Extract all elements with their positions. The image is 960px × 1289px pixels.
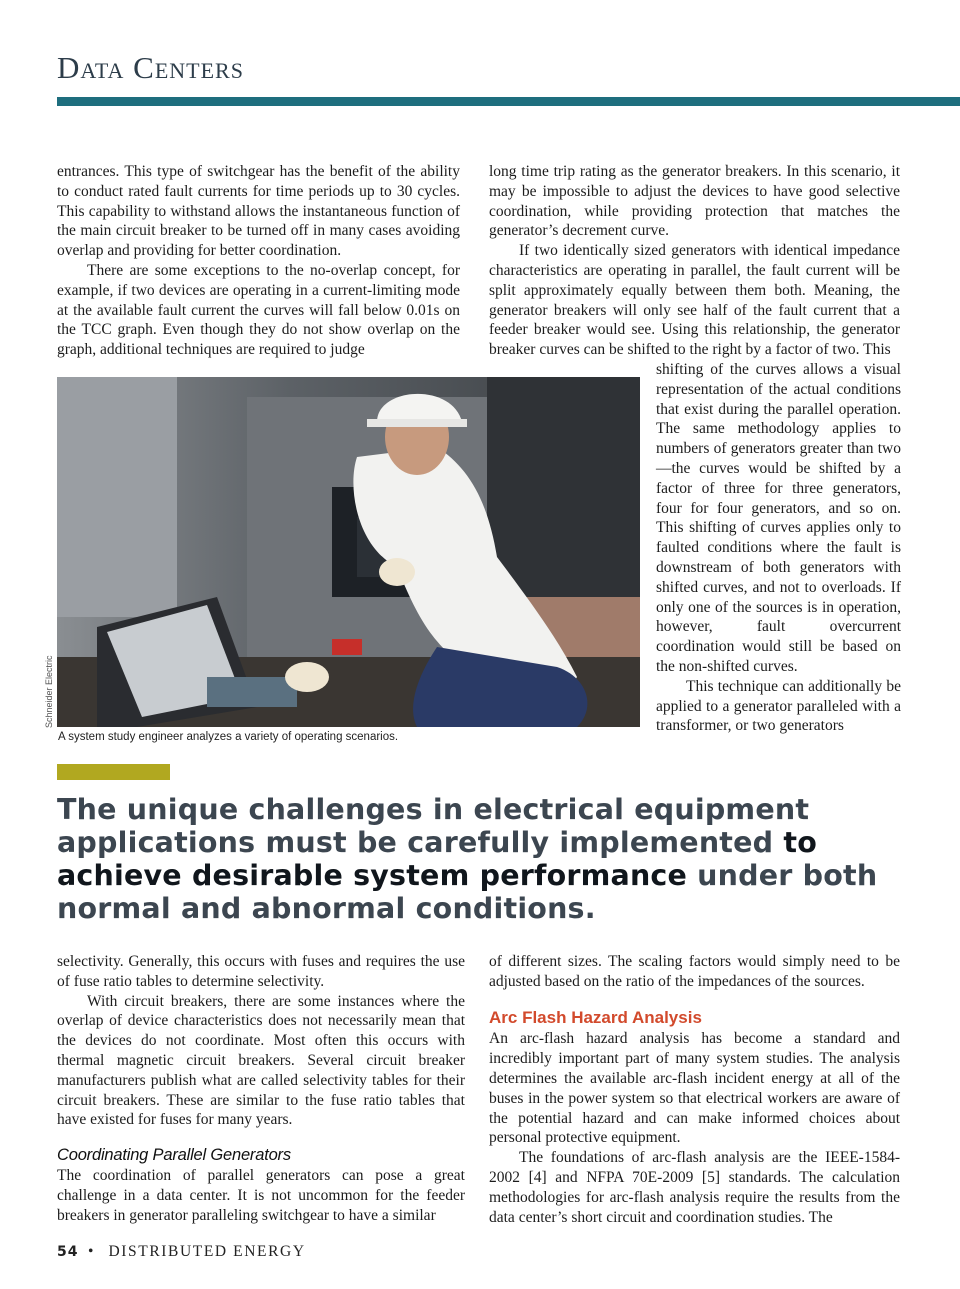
paragraph: of different sizes. The scaling factors would simply need to be adjusted based on the ratio of the impedances of the sources. <box>489 953 900 990</box>
paragraph: The foundations of arc-flash analysis are the IEEE-1584-2002 [4] and NFPA 70E-2009 [5] standards. The calculation methodologies for arc-flash analysis require the results from the data center’s short circuit and coordination studies. The <box>489 1149 900 1226</box>
engineer-photo-illustration <box>57 377 640 727</box>
page-number: 54 <box>57 1244 79 1260</box>
pull-quote-accent-bar <box>57 764 170 780</box>
paragraph: The coordination of parallel generators can pose a great challenge in a data center. It is not uncommon for the feeder breakers in generator paralleling switchgear to have a similar <box>57 1166 465 1224</box>
photo-credit: Schneider Electric <box>44 655 54 728</box>
top-right-column <box>489 162 900 360</box>
pull-quote-part: The unique challenges in electrical equipment applications must be carefully implemented <box>57 793 810 859</box>
paragraph: This technique can additionally be applied to a generator paralleled with a transformer, or two generators <box>656 677 901 735</box>
pull-quote <box>57 793 917 925</box>
top-left-column <box>57 162 460 360</box>
photo-caption: A system study engineer analyzes a variety of operating scenarios. <box>58 731 399 743</box>
header-rule <box>57 97 960 106</box>
paragraph: entrances. This type of switchgear has the benefit of the ability to conduct rated fault currents for time periods up to 30 cycles. This capability to withstand allows the instantaneous function of the main circuit breaker to be turned off in many cases avoiding overlap and providing for better coordination. <box>57 163 460 260</box>
heading-arc-flash: Arc Flash Hazard Analysis <box>489 1007 702 1027</box>
engineer-photo <box>57 377 640 727</box>
section-title: Data Centers <box>57 50 244 85</box>
subheading-parallel-generators: Coordinating Parallel Generators <box>57 1146 291 1165</box>
paragraph: With circuit breakers, there are some instances where the overlap of device characteristics does not necessarily mean that the devices do not coordinate. Most often this occurs with thermal magnetic circuit breakers. Several circuit breaker manufacturers publish what are called selectivity tables for their circuit breakers. These are similar to the fuse ratio tables that have existed for fuses for many years. <box>57 992 465 1129</box>
paragraph: selectivity. Generally, this occurs with fuses and requires the use of fuse ratio tables to determine selectivity. <box>57 953 465 990</box>
top-right-narrow-column <box>656 360 901 736</box>
paragraph: If two identically sized generators with identical impedance characteristics are operating in parallel, the fault current will be split approximately equally between them both. Meaning, the generator breakers will only see half of the fault current that a feeder breaker would see. Using this relationship, the generator breaker curves can be shifted to the right by a factor of two. This <box>489 242 900 359</box>
footer-bullet: • <box>87 1243 95 1260</box>
bottom-left-column <box>57 952 465 1225</box>
page-footer <box>57 1243 306 1261</box>
bottom-right-column <box>489 952 900 1227</box>
paragraph: long time trip rating as the generator breakers. In this scenario, it may be impossible to adjust the devices to have good selective coordination, while providing protection that matches the generator’s decrement curve. <box>489 163 900 240</box>
magazine-name: DISTRIBUTED ENERGY <box>108 1243 306 1260</box>
paragraph: There are some exceptions to the no-overlap concept, for example, if two devices are operating in a current-limiting mode at the available fault current the curves will fall below 0.01s on the TCC graph. Even though they do not show overlap on the graph, additional techniques are required to judge <box>57 261 460 359</box>
pull-quote-emphasis: to achieve desirable system performance <box>57 826 817 892</box>
pull-quote-part: under both normal and abnormal conditions. <box>57 859 878 925</box>
paragraph: An arc-flash hazard analysis has become a standard and incredibly important part of many system studies. The analysis determines the available arc-flash incident energy at all of the buses in the power system so that electrical workers are aware of the potential hazard and can make informed choices about personal protective equipment. <box>489 1030 900 1147</box>
paragraph: shifting of the curves allows a visual representation of the actual conditions that exist during the parallel operation. The same methodology applies to numbers of generators greater than two—the curves would be shifted by a factor of three for three generators, four for four generators, and so on. This shifting of curves applies only to faulted conditions where the fault is downstream of both generators with shifted curves, and not to overloads. If only one of the sources is in operation, however, fault overcurrent coordination would still be based on the non-shifted curves. <box>656 361 901 675</box>
